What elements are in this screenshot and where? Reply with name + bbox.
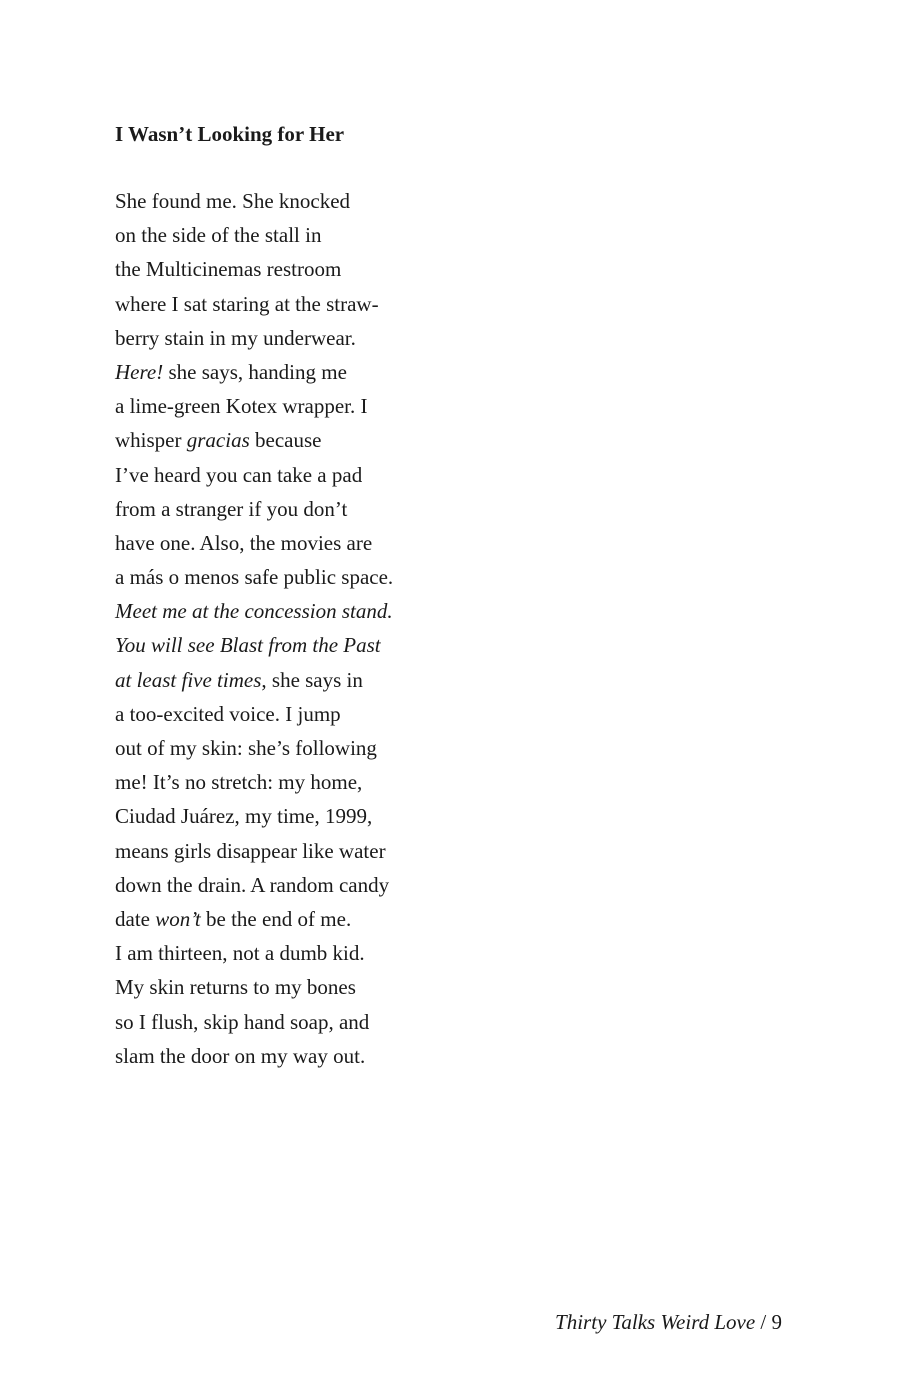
poem-line: [115, 663, 393, 697]
poem-line: [115, 1005, 393, 1039]
poem-line: [115, 287, 393, 321]
poem-line-text: berry stain in my underwear.: [115, 325, 356, 350]
poem-line-text: a too-excited voice. I jump: [115, 701, 341, 726]
poem-line-text: means girls disappear like water: [115, 838, 386, 863]
poem-line-text: My skin returns to my bones: [115, 975, 356, 1000]
poem-line: [115, 560, 393, 594]
poem-line-text: because: [249, 428, 322, 453]
poem-line-text: from a stranger if you don’t: [115, 496, 348, 521]
poem-line: [115, 697, 393, 731]
poem-line-italic-text: Meet me at the concession stand.: [115, 599, 393, 624]
poem-line-text: Ciudad Juárez, my time, 1999,: [115, 804, 373, 829]
poem-line: [115, 628, 393, 662]
poem-line-text: whisper: [115, 428, 187, 453]
poem-line-italic-text: Here!: [115, 359, 164, 384]
poem-line-text: out of my skin: she’s following: [115, 736, 377, 760]
poem-line-text: she says, handing me: [163, 359, 347, 384]
poem-line-text: date: [115, 906, 156, 931]
poem-line: [115, 252, 393, 286]
poem-line-text: , she says in: [261, 667, 363, 692]
poem-line-text: so I flush, skip hand soap, and: [115, 1009, 370, 1034]
poem-line: [115, 355, 393, 389]
poem-title: I Wasn’t Looking for Her: [115, 122, 345, 146]
poem-line-text: where I sat staring at the straw-: [115, 291, 379, 316]
poem-line: [115, 526, 393, 560]
poem-line: [115, 492, 393, 526]
page-number: 9: [771, 1310, 782, 1334]
poem-line: [115, 731, 393, 765]
poem-line: [115, 799, 393, 833]
poem-line: [115, 594, 393, 628]
poem-line: [115, 184, 393, 218]
poem-line-text: have one. Also, the movies are: [115, 530, 373, 555]
poem-line: [115, 1039, 393, 1073]
poem-line-text: She found me. She knocked: [115, 189, 351, 213]
poem-line: [115, 902, 393, 936]
page-footer: [555, 1306, 782, 1338]
poem-line-text: on the side of the stall in: [115, 223, 322, 248]
poem-line-text: down the drain. A random candy: [115, 872, 390, 897]
poem-line: [115, 458, 393, 492]
poem-line: [115, 321, 393, 355]
poem-line-italic-text: at least five times: [115, 667, 262, 692]
poem-line-text: I am thirteen, not a dumb kid.: [115, 941, 365, 966]
poem-line: [115, 389, 393, 423]
poem-line: [115, 868, 393, 902]
poem-line-text: I’ve heard you can take a pad: [115, 462, 363, 487]
poem-line-text: be the end of me.: [200, 906, 352, 931]
poem-line: [115, 218, 393, 252]
poem-line-text: slam the door on my way out.: [115, 1043, 366, 1068]
footer-book-title: Thirty Talks Weird Love: [555, 1310, 756, 1334]
poem-line: [115, 423, 393, 457]
poem-line: [115, 936, 393, 970]
poem-body: [115, 184, 393, 1073]
footer-separator: /: [755, 1310, 772, 1334]
poem-line-text: a lime-green Kotex wrapper. I: [115, 394, 368, 419]
poem-line-text: the Multicinemas restroom: [115, 257, 342, 282]
poem-line-italic-text: You will see Blast from the Past: [115, 633, 381, 658]
poem-line-italic-text: gracias: [186, 428, 250, 453]
poem-line-text: me! It’s no stretch: my home,: [115, 770, 363, 795]
poem-line-italic-text: won’t: [155, 906, 201, 931]
poem-line: [115, 970, 393, 1004]
poem-line-text: a más o menos safe public space.: [115, 565, 394, 590]
poem-line: [115, 834, 393, 868]
poem-line: [115, 765, 393, 799]
